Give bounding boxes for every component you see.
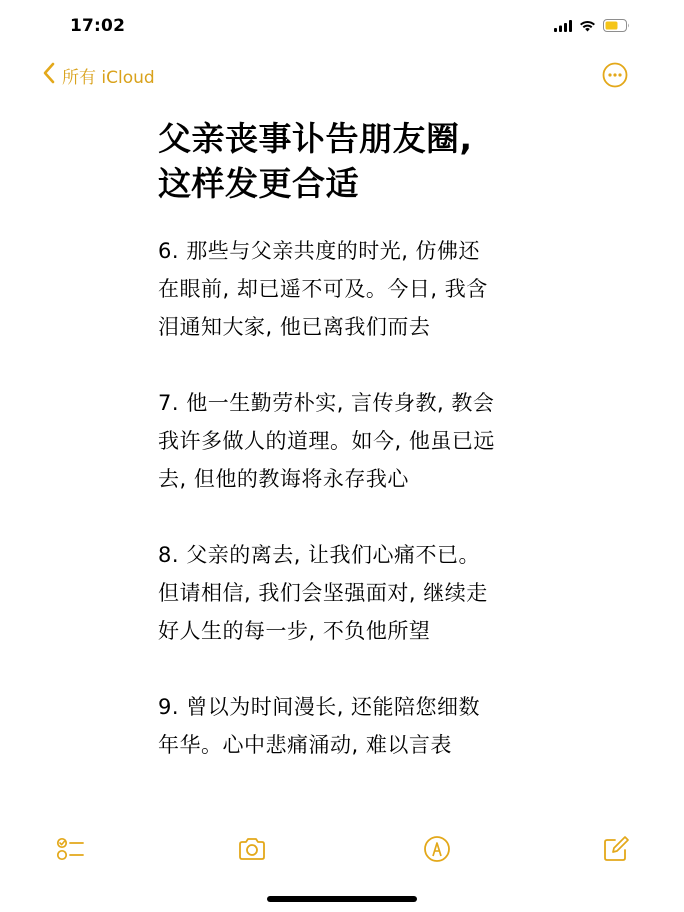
bottom-toolbar bbox=[0, 834, 684, 870]
note-line: 9. 曾以为时间漫长, 还能陪您细数 bbox=[158, 695, 481, 719]
compose-button[interactable] bbox=[601, 834, 631, 864]
markup-pen-icon bbox=[422, 849, 452, 868]
compose-icon bbox=[601, 849, 631, 868]
note-paragraph bbox=[158, 232, 558, 346]
note-line: 年华。心中悲痛涌动, 难以言表 bbox=[158, 733, 452, 757]
note-paragraph bbox=[158, 536, 558, 650]
camera-icon bbox=[237, 849, 267, 868]
note-line: 我许多做人的道理。如今, 他虽已远 bbox=[158, 429, 495, 453]
battery-icon bbox=[603, 17, 630, 36]
home-indicator[interactable] bbox=[267, 896, 417, 902]
note-line: 去, 但他的教诲将永存我心 bbox=[158, 467, 409, 491]
checklist-button[interactable] bbox=[56, 834, 86, 864]
note-title bbox=[158, 116, 558, 206]
markup-button[interactable] bbox=[422, 834, 452, 864]
back-button[interactable] bbox=[42, 62, 155, 88]
note-line: 但请相信, 我们会坚强面对, 继续走 bbox=[158, 581, 488, 605]
note-content[interactable] bbox=[158, 116, 558, 802]
note-line: 好人生的每一步, 不负他所望 bbox=[158, 619, 431, 643]
camera-button[interactable] bbox=[237, 834, 267, 864]
more-options-button[interactable] bbox=[602, 62, 628, 88]
note-title-line: 父亲丧事讣告朋友圈, bbox=[158, 119, 473, 158]
wifi-icon bbox=[579, 17, 596, 36]
cellular-signal-icon bbox=[554, 17, 572, 36]
note-line: 7. 他一生勤劳朴实, 言传身教, 教会 bbox=[158, 391, 495, 415]
status-time: 17:02 bbox=[70, 16, 126, 36]
note-line: 8. 父亲的离去, 让我们心痛不已。 bbox=[158, 543, 481, 567]
checklist-icon bbox=[56, 849, 86, 868]
note-title-line: 这样发更合适 bbox=[158, 164, 359, 203]
ellipsis-circle-icon bbox=[602, 73, 628, 92]
nav-bar bbox=[0, 56, 684, 96]
note-line: 6. 那些与父亲共度的时光, 仿佛还 bbox=[158, 239, 481, 263]
note-paragraph bbox=[158, 688, 558, 764]
note-line: 泪通知大家, 他已离我们而去 bbox=[158, 315, 431, 339]
note-paragraph bbox=[158, 384, 558, 498]
status-bar bbox=[0, 0, 684, 52]
status-icons bbox=[554, 17, 630, 36]
note-line: 在眼前, 却已遥不可及。今日, 我含 bbox=[158, 277, 488, 301]
back-label: 所有 iCloud bbox=[62, 67, 155, 88]
chevron-left-icon bbox=[42, 62, 56, 88]
